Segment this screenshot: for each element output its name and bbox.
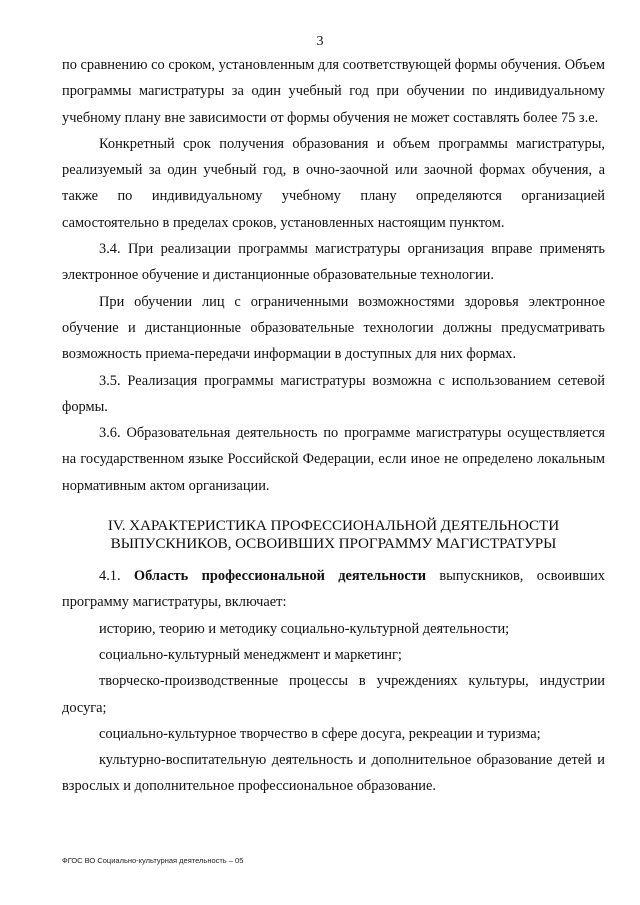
section-heading-line-2: ВЫПУСКНИКОВ, ОСВОИВШИХ ПРОГРАММУ МАГИСТРАТУРЫ: [110, 535, 557, 553]
paragraph-disabled-learners: При обучении лиц с ограниченными возможностями здоровья электронное обучение и дистанционные образовательные технологии должны предусматривать возможность приема-передачи информации в доступных для них формах.: [62, 293, 605, 363]
document-body: [62, 52, 605, 800]
clause-rest: выпускников, освоивших программу магистратуры, включает:: [62, 568, 605, 611]
clause-number: 4.1.: [99, 568, 121, 585]
paragraph-4-1: [62, 563, 605, 616]
paragraph-duration-continuation: по сравнению со сроком, установленным для соответствующей формы обучения. Объем программы магистратуры за один учебный год при обучении по индивидуальному учебному плану вне зависимости от формы обучения не может составлять более 75 з.е.: [62, 57, 605, 126]
list-item: творческо-производственные процессы в учреждениях культуры, индустрии досуга;: [62, 673, 605, 716]
footer-text: ФГОС ВО Социально-культурная деятельность – 05: [62, 856, 244, 865]
paragraph-3-6: 3.6. Образовательная деятельность по программе магистратуры осуществляется на государственном языке Российской Федерации, если иное не определено локальным нормативным актом организации.: [62, 425, 605, 494]
list-item: культурно-воспитательную деятельность и дополнительное образование детей и взрослых и дополнительное профессиональное образование.: [62, 752, 605, 795]
paragraph-3-5: 3.5. Реализация программы магистратуры возможна с использованием сетевой формы.: [62, 372, 605, 415]
list-item: социально-культурный менеджмент и маркетинг;: [99, 646, 402, 663]
section-heading-line-1: IV. ХАРАКТЕРИСТИКА ПРОФЕССИОНАЛЬНОЙ ДЕЯТЕЛЬНОСТИ: [107, 517, 560, 535]
page-number: 3: [316, 34, 324, 49]
clause-bold-term: Область профессиональной деятельности: [133, 568, 427, 585]
paragraph-3-4: 3.4. При реализации программы магистратуры организация вправе применять электронное обучение и дистанционные образовательные технологии.: [62, 241, 605, 284]
list-item: историю, теорию и методику социально-культурной деятельности;: [99, 620, 510, 637]
section-heading: [62, 517, 605, 553]
list-item: социально-культурное творчество в сфере досуга, рекреации и туризма;: [99, 725, 541, 742]
paragraph-specific-duration: Конкретный срок получения образования и объем программы магистратуры, реализуемый за один учебный год, в очно-заочной или заочной формах обучения, а также по индивидуальному учебному плану определяются организацией самостоятельно в пределах сроков, установленных настоящим пунктом.: [62, 135, 605, 231]
